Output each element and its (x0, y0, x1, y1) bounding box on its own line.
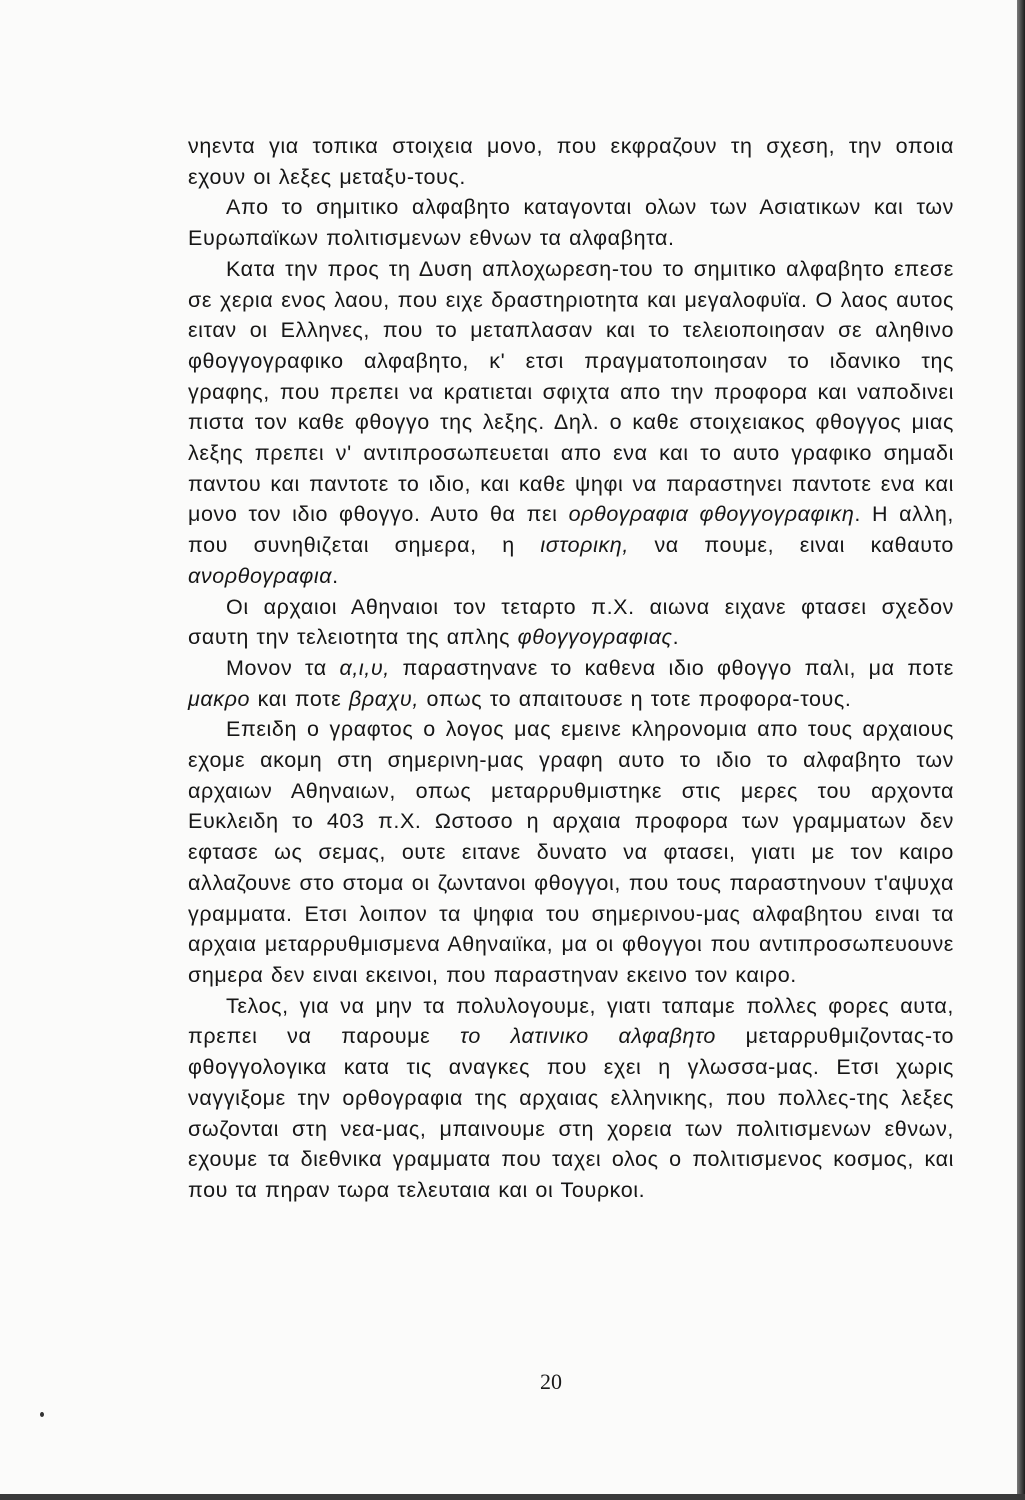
paragraph (188, 653, 954, 714)
italic-text: το λατινικο αλφαβητο (460, 1024, 716, 1049)
scan-edge-shadow (1017, 0, 1025, 1500)
text-run: μεταρρυθμιζοντας-το φθογγολογικα κατα τις αναγκες που εχει η γλωσσα-μας. Ετσι χωρις ναγγιξομε την ορθογραφια της αρχαιας ελληνικης, που πολλες-της λεξες σωζονται στη νεα-μας, μπαινουμε στη χορεια των πολιτισμενων εθνων, εχουμε τα διεθνικα γραμματα που ταχει ολος ο πολιτισμενος κοσμος, και που τα πηραν τωρα τελευταια και οι Τουρκοι. (188, 1024, 954, 1202)
text-run: Οι αρχαιοι Αθηναιοι τον τεταρτο π.Χ. αιωνα ειχανε φτασει σχεδον σαυτη την τελειοτητα της απλης (188, 594, 954, 650)
text-run: νηεντα για τοπικα στοιχεια μονο, που εκφραζουν τη σχεση, την οποια εχουν οι λεξες μεταξυ-τους. (188, 134, 954, 189)
page-number: 20 (540, 1369, 562, 1394)
text-run: και ποτε (250, 686, 349, 711)
italic-text: ιστορικη, (540, 533, 629, 558)
text-run: παραστηνανε το καθενα ιδιο φθογγο παλι, μα ποτε (389, 655, 954, 680)
paragraph (188, 714, 954, 990)
paragraph (188, 254, 954, 592)
paragraph (188, 991, 954, 1206)
text-run: Απο το σημιτικο αλφαβητο καταγονται ολων των Ασιατικων και των Ευρωπαϊκων πολιτισμενων εθνων τα αλφαβητα. (188, 195, 954, 251)
paragraph (188, 192, 954, 253)
italic-text: βραχυ, (348, 686, 419, 711)
body-text (188, 131, 954, 1206)
italic-text: ανορθογραφια (188, 563, 333, 588)
italic-text: μακρο (188, 686, 251, 711)
text-run: οπως το απαιτουσε η τοτε προφορα-τους. (418, 686, 852, 711)
text-run: . (332, 563, 339, 588)
text-run: Μονον τα (226, 655, 340, 680)
italic-text: ορθογραφια φθογγογραφικη (568, 502, 855, 527)
italic-text: α,ι,υ, (339, 655, 390, 680)
text-run: Επειδη ο γραφτος ο λογος μας εμεινε κληρονομια απο τους αρχαιους εχομε ακομη στη σημερινη-μας γραφη αυτο το ιδιο το αλφαβητο των αρχαιων Αθηναιων, οπως μεταρρυθμιστηκε στις μερες του αρχοντα Ευκλειδη το 403 π.Χ. Ωστοσο η αρχαια προφορα των γραμματων δεν εφτασε ως σεμας, ουτε ειτανε δυνατο να φτασει, γιατι με τον καιρο αλλαζουνε στο στομα οι ζωντανοι φθογγοι, που τους παραστηνουν τ'αψυχα γραμματα. Ετσι λοιπον τα ψηφια του σημερινου-μας αλφαβητου ειναι τα αρχαια μεταρρυθμισμενα Αθηναιϊκα, μα οι φθογγοι που αντιπροσωπευουνε σημερα δεν ειναι εκεινοι, που παραστηναν εκεινο τον καιρο. (188, 717, 954, 987)
paragraph (188, 131, 954, 192)
text-run: . Η αλλη, που συνηθιζεται σημερα, η (188, 502, 954, 558)
italic-text: φθογγογραφιας (517, 625, 673, 650)
text-run: . (672, 625, 680, 650)
text-run: Τελος, για να μην τα πολυλογουμε, γιατι ταπαμε πολλες φορες αυτα, πρεπει να παρουμε (188, 993, 954, 1049)
scan-bottom-shadow (0, 1494, 1025, 1500)
print-speck (40, 1412, 44, 1417)
paragraph (188, 592, 954, 653)
text-run: να πουμε, ειναι καθαυτο (628, 533, 954, 558)
text-run: Κατα την προς τη Δυση απλοχωρεση-του το σημιτικο αλφαβητο επεσε σε χερια ενος λαου, που ειχε δραστηριοτητα και μεγαλοφυϊα. Ο λαος αυτος ειταν οι Ελληνες, που το μεταπλασαν και το τελειοποιησαν σε αληθινο φθογγογραφικο αλφαβητο, κ' ετσι πραγματοποιησαν το ιδανικο της γραφης, που πρεπει να κρατιεται σφιχτα απο την προφορα και ναποδινει πιστα τον καθε φθογγο της λεξης. Δηλ. ο καθε στοιχειακος φθογγος μιας λεξης πρεπει ν' αντιπροσωπευεται απο ενα και το αυτο γραφικο σημαδι παντου και παντοτε το ιδιο, και καθε ψηφι να παραστηνει παντοτε ενα και μονο τον ιδιο φθογγο. Αυτο θα πει (188, 256, 954, 527)
